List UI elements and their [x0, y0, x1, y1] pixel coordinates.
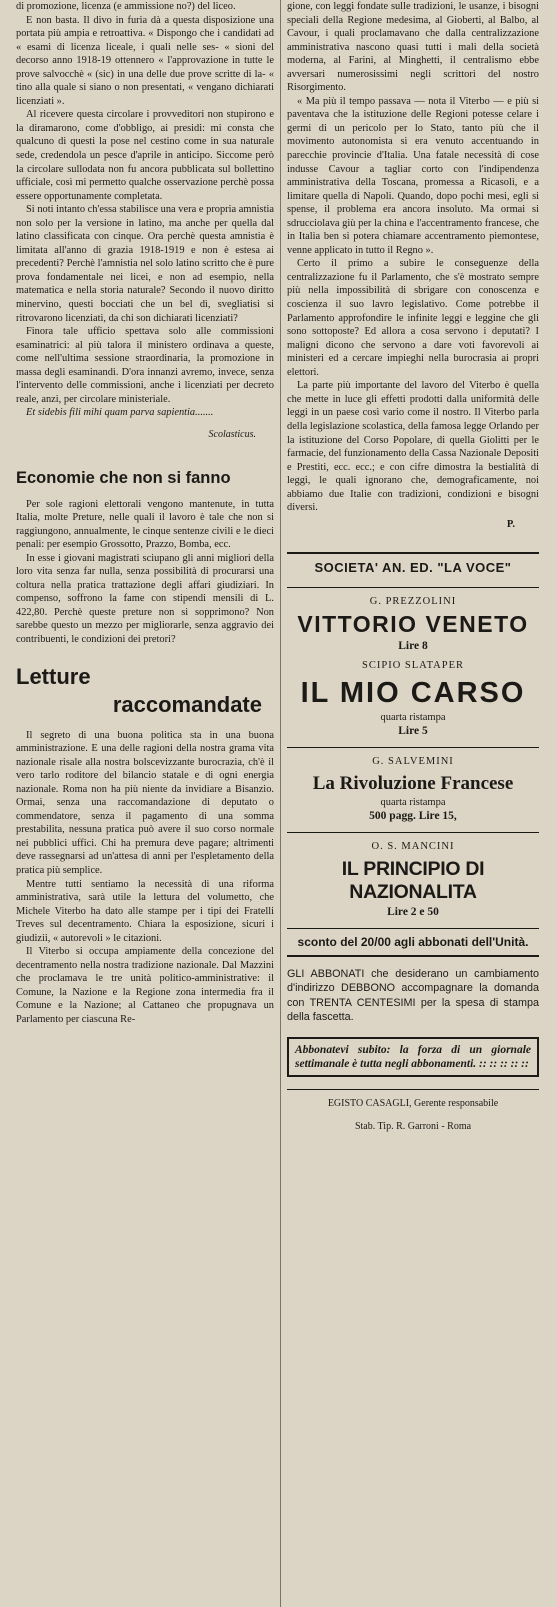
book-edition: quarta ristampa [380, 711, 446, 723]
left-column [16, 0, 274, 1027]
latin-quote: Et sidebis fili mihi quam parva sapientia....... [26, 407, 214, 419]
book-title: IL MIO CARSO [300, 676, 526, 709]
book-price: Lire 2 e 50 [387, 905, 439, 918]
section-heading: Economie che non si fanno [16, 468, 231, 487]
publisher-advertisement [287, 552, 539, 957]
responsible-manager: EGISTO CASAGLI, Gerente responsabile [287, 1089, 539, 1109]
book-listing [287, 660, 539, 737]
section-heading [16, 663, 274, 719]
subscribe-box: Abbonatevi subito: la forza di un giornale settimanale è tutta negli abbonamenti. :: :: :: :: :: [287, 1037, 539, 1077]
discount-notice: sconto del 20/00 agli abbonati dell'Unità. [287, 929, 539, 957]
book-title: VITTORIO VENETO [297, 610, 529, 637]
divider [287, 587, 539, 588]
book-title: IL PRINCIPIO DI NAZIONALITA [341, 857, 485, 903]
article-paragraph: In esse i giovani magistrati sciupano gli anni migliori della loro vita senza far nulla, senza possibilità di procurarsi una coltura nella pratica trattazione degli affari giudiziari. In compenso, soffrono la fame con stipendi mensili di L. 422,80. Perchè queste preture non si sopprimono? Non sarebbe questo un mezzo per migliorarle, senza aggravio dei contribuenti, le condizioni dei pretori? [16, 552, 274, 645]
book-author: SCIPIO SLATAPER [362, 659, 464, 671]
heading-line: raccomandate [112, 691, 262, 717]
book-listing [287, 841, 539, 918]
subscriber-notice: GLI ABBONATI che desiderano un cambiamento d'indirizzo DEBBONO accompagnare la domanda con TRENTA CENTESIMI per la spesa di stampa della fascetta. [287, 967, 539, 1024]
article-paragraph: Finora tale ufficio spettava solo alle commissioni esaminatrici: al più talora il ministero ordinava a queste, come nell'ultima sessione straordinaria, la promozione in massa degli esaminandi. D'ora innanzi avremo, invece, senza l'intervento delle commissioni, anche i licenziati per decreto reale, anzi, per circolare ministeriale. [16, 326, 274, 405]
article-paragraph: Per sole ragioni elettorali vengono mantenute, in tutta Italia, molte Preture, nelle quali il lavoro è tale che non si raggiungono, annualmente, le cinque sentenze civili e le dieci penali: per esempio Grossotto, Prazzo, Bomba, ecc. [16, 498, 274, 551]
heading-line: Letture [16, 663, 91, 689]
book-listing [287, 756, 539, 822]
book-title: La Rivoluzione Francese [312, 772, 514, 794]
book-price: Lire 8 [398, 639, 428, 652]
printer-imprint: Stab. Tip. R. Garroni - Roma [354, 1120, 472, 1132]
article-paragraph: Si noti intanto ch'essa stabilisce una vera e propria amnistia non solo per la versione in latino, ma anche per quella dal latino classificata con cinque. Ora perchè questa amnistia è limitata all'anno di grazia 1918-1919 e non è estesa ai precedenti? Perchè l'amnistia nel solo latino scritto che è pure prova fondamentale nei licei, e non ad esempio, nella matematica e nella storia naturale? Secondo il nuovo diritto minervino, questi bocciati che un bel dì, svegliatisi si ritrovarono licenziati, da chi son dichiarati licenziati? [16, 204, 274, 324]
article-paragraph: La parte più importante del lavoro del Viterbo è quella che mette in luce gli effetti prodotti dalla uniformità delle leggi in un paese così vario come il nostro. Il Viterbo parla della legislazione scolastica, della famosa legge Orlando per la istituzione del Corso Popolare, di quella Giolitti per le farmacie, del funzionamento della Cassa Nazionale Depositi e Prestiti, ecc. ecc.; e con cifre dimostra la bestialità di leggi, le quali ignorano che, demograficamente, noi abbiamo due Italie con tradizioni, condizioni e bisogni diversi. [287, 380, 539, 514]
divider [287, 747, 539, 748]
letture-continuation [287, 0, 539, 530]
article-paragraph: di promozione, licenza (e ammissione no?) del liceo. [16, 1, 236, 12]
right-column [287, 0, 539, 1132]
circolare-article [16, 0, 274, 442]
book-price: 500 pagg. Lire 15, [369, 809, 457, 822]
article-paragraph: « Ma più il tempo passava — nota il Viterbo — e più si paventava che la istituzione delle Regioni potesse celare i germi di un pericolo per lo Stato, tanto più che il movimento autonomista si era venuto accentuando in parecchie provincie d'Italia. Una fatale necessità di cose indusse Cavour a tagliar corto con l'indipendenza amministrativa della Toscana, promessa a Ricasoli, e a limitare quella di Napoli. Quando, dopo pochi mesi, egli si spense, il problema era ancora insoluto. Ma ormai si sdrucciolava giù per la china e l'accentramento francese, che in Italia ben si potera chiamare accentramento piemontese, venne applicato in tutto il Regno ». [287, 95, 539, 256]
book-listing [287, 596, 539, 652]
article-signature: Scolasticus. [208, 428, 256, 440]
book-author: G. PREZZOLINI [369, 595, 457, 607]
article-paragraph: Il Viterbo si occupa ampiamente della concezione del decentramento nella nostra tradizione nazionale. Dal Mazzini che proclamava le tre unità politico-amministrative: il Comune, la Nazione e la Regione zona intermedia fra il Comune e la Nazione; al Cattaneo che propugnava un Parlamento per ciascuna Re- [16, 946, 274, 1025]
article-paragraph: Il segreto di una buona politica sta in una buona amministrazione. E una delle ragioni della nostra grama vita nazionale risale alla nostra bolscevizzante burocrazia, ch'è il vero tarlo roditore del bilancio statale e di ogni energia nazionale. Roma non ha più niente da invidiare a Bisanzio. Ormai, senza una raccomandazione di deputato o commendatore, senza il pagamento di una somma prestabilita, nessuna pratica può avere il suo corso normale nei pubblici uffici. Chi ha premura deve pagare; altrimenti deve rassegnarsi ad un'attesa di anni per l'espletamento della pratica più semplice. [16, 729, 274, 876]
article-paragraph: Al ricevere questa circolare i provveditori non stupirono e la diramarono, come d'obbligo, ai presidi: mi consta che qualcuno di questi la pose nel cestino come in sua naturale sede, credendola un pesce d'aprile in anticipo. Siccome però la circolare sullodata non fu ancora pubblicata sul bollettino ufficiale, così mi permetto qualche osservazione perchè possa essere opportunamente completata. [16, 109, 274, 202]
book-author: O. S. MANCINI [371, 840, 455, 852]
economie-article [16, 468, 274, 647]
book-price: Lire 5 [398, 724, 428, 737]
letture-article [16, 663, 274, 1027]
article-paragraph: Certo il primo a subire le conseguenze della centralizzazione fu il Parlamento, che s'è mostrato sempre più nella impossibilità di sbrigare con conoscenza e coscienza il suo lavro legislativo. Come potrebbe il Parlamento approfondire le infinite leggi e leggine che gli sono sottoposte? Ed allora a cosa servono i deputati? I maligni dicono che servono a dare voti favorevoli ai ministeri ed a cercare impieghi nella burocrasia ai propri elettori. [287, 258, 539, 378]
book-edition: quarta ristampa [380, 796, 446, 808]
article-paragraph: Mentre tutti sentiamo la necessità di una riforma amministrativa, sarà utile la lettura del volumetto, che Michele Viterbo ha dato alle stampe per i tipi dei Fratelli Treves sul decentramento. Chiara la esposizione, sicuri i giudizii, « autorevoli » le citazioni. [16, 878, 274, 944]
article-paragraph: E non basta. Il divo in furia dà a questa disposizione una portata più ampia e retroattiva. « Dispongo che i candidati ad « esami di licenza liceale, i quali nelle ses- « sioni del decorso anno 1918-19 ottennero « l'approvazione in tutte le prove salvocchè « (sic) in una delle due prove scritte di la- « tino alla quale si siano o non presentati, « vengano dichiarati licenziati ». [16, 14, 274, 107]
article-paragraph: gione, con leggi fondate sulle tradizioni, le usanze, i bisogni speciali della Regione medesima, al Gioberti, al Balbo, al Cavour, i quali proclamavano che dalla centralizzazione amministrativa nascono quasi tutti i mali della società moderna, al Farini, al Minghetti, il centralismo ebbe avversari numerosissimi negli scrittori del nostro Risorgimento. [287, 1, 539, 94]
column-divider [280, 0, 281, 1607]
book-author: G. SALVEMINI [372, 755, 454, 767]
publisher-name: SOCIETA' AN. ED. "LA VOCE" [314, 559, 512, 575]
divider [287, 832, 539, 833]
author-initial: P. [506, 518, 515, 530]
